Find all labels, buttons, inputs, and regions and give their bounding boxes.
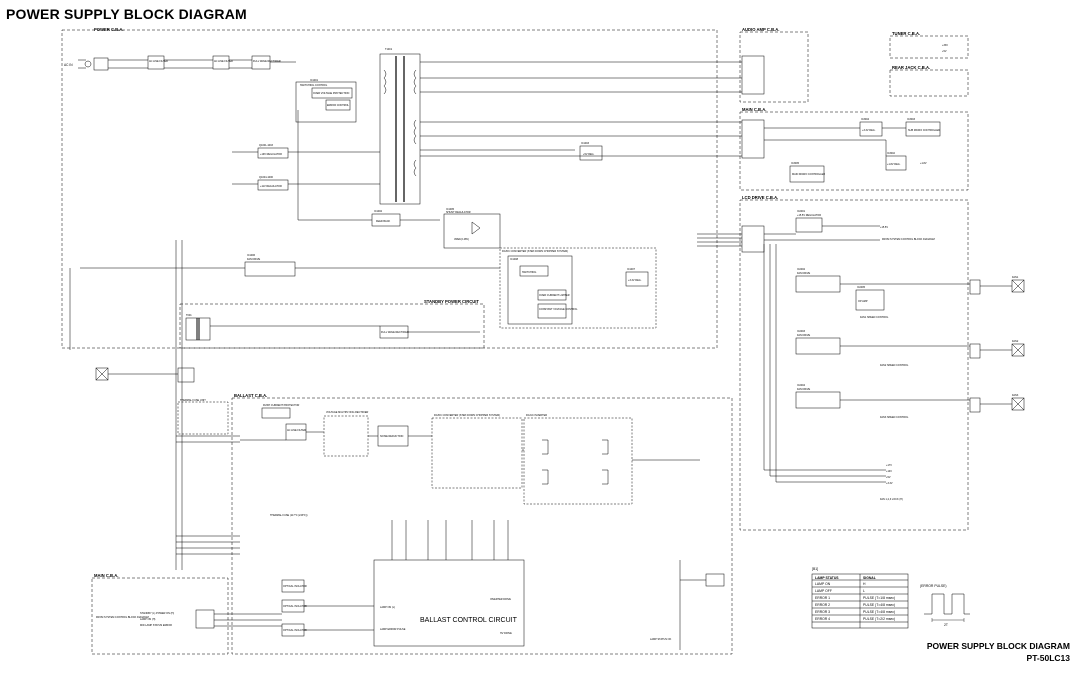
fan3-icon <box>1012 398 1024 410</box>
ic3005-label: IC3005 <box>791 162 800 165</box>
lamp-table-signal-cell: PULSE (T=1/8 msec) <box>863 596 896 600</box>
connector-p901 <box>94 58 108 70</box>
over-voltage-label: OVER VOLTAGE PROTECTION <box>313 92 350 95</box>
lamp-table-signal-cell: PULSE (T=4/8 msec) <box>863 603 896 607</box>
fan4-connector <box>178 368 194 382</box>
dcac-inverter-frame <box>524 418 632 504</box>
q1001-label: Q1001-1003 <box>259 144 273 147</box>
standby-label: STANDBY POWER CIRCUIT <box>424 299 479 304</box>
lamp-error-label: LAMP ERROR PULSE <box>380 628 406 631</box>
ballast-dcdc-label: DC/DC CONVERTER (STEP-DOWN CHOPPER SYSTEM) <box>434 414 500 417</box>
main-v18: +1.8V <box>920 162 927 165</box>
op-amp-symbol <box>472 222 480 234</box>
ac-in-label: AC IN <box>64 63 73 67</box>
thermal-fuse-unit-label: THERMAL FUSE UNIT <box>180 399 206 402</box>
ic1002-label: IC1002 <box>374 210 383 213</box>
fan1-icon <box>1012 280 1024 292</box>
lamp-status-label: LAMP STATUS OK <box>650 638 672 641</box>
fan-lock-label: FAN 1,2,3 LOCK (H) <box>880 498 903 501</box>
tuner-label: TUNER C.B.A. <box>892 31 921 36</box>
ic1001-label: IC1001 <box>310 79 319 82</box>
lamp-table-signal-cell: H <box>863 582 866 586</box>
lcd-v155: +15.5V <box>880 226 888 229</box>
inverter-transistors <box>542 440 608 484</box>
lamp-table-signal-cell: L <box>863 589 865 593</box>
lcd-v33: +3.3V <box>886 482 893 485</box>
error-pulse-period: 2T <box>944 623 948 627</box>
lcd-v17: +17V <box>886 464 892 467</box>
lcd-drive-label: LCD DRIVE C.B.A. <box>742 195 779 200</box>
ic3003-label: IC3003 <box>907 118 916 121</box>
shunt-regulator-label: SHUNT REGULATOR <box>446 211 471 214</box>
ballast-control-label: BALLAST CONTROL CIRCUIT <box>420 617 517 624</box>
transformer-core <box>396 56 404 202</box>
switching-label: SWITCHING <box>522 271 537 274</box>
reg-18v-label: +1.8V REG. <box>887 163 901 166</box>
full-wave-rectifier-label: FULL WAVE RECTIFIER <box>253 60 281 63</box>
lamp-table-status-cell: ERROR 3 <box>815 610 831 614</box>
ic1006-label: IC1006 <box>247 254 256 257</box>
lamp-on-signal-label: LAMP ON (H) <box>140 618 156 621</box>
thermal-fuse-label: THERMAL FUSE (117°C (243°F)) <box>270 514 308 517</box>
lamp-table-status-cell: LAMP OFF <box>815 589 832 593</box>
thermal-fuse-unit-frame <box>178 402 228 434</box>
footer-title: POWER SUPPLY BLOCK DIAGRAM <box>926 641 1070 651</box>
lamp-table-status-cell: ERROR 4 <box>815 617 831 621</box>
fan2-connector <box>970 344 980 358</box>
from-system-bottom-label: FROM SYSTEM CONTROL BLOCK DIAGRAM <box>96 616 149 619</box>
main-reg-33v-label: +3.3V REG. <box>862 129 876 132</box>
lamp-table-status-cell: ERROR 2 <box>815 603 831 607</box>
audio-amp-frame <box>740 32 808 102</box>
rush-current-label: RUSH CURRENT PROTECTOR <box>263 404 300 407</box>
fan1-label: FAN1 <box>1012 276 1019 279</box>
ac-line-filter-ballast <box>286 424 306 440</box>
error-control-label: ERROR CONTROL <box>327 104 349 107</box>
inverter-drive-label: INVERTER DRIVE <box>490 598 511 601</box>
ic1008-label: IC1008 <box>510 258 519 261</box>
lamp-status-signal-label: MID LAMP STATUS ERROR <box>140 624 172 627</box>
rear-jack-label: REAR JACK C.B.A. <box>892 65 931 70</box>
fan3-speed-label: FAN3 SPEED CONTROL <box>880 416 909 419</box>
page-title: POWER SUPPLY BLOCK DIAGRAM <box>6 6 247 22</box>
transformer-t001 <box>186 318 210 340</box>
op-amp-label: OP AMP <box>858 300 868 303</box>
main-cba-top-frame <box>740 112 968 190</box>
t001-label: T001 <box>186 314 192 317</box>
reg-11v-label: +11V REGULATOR <box>260 185 282 188</box>
lcd-v14: +14V <box>886 470 892 473</box>
tuner-v33: +33V <box>942 44 948 47</box>
tuner-frame <box>890 36 968 58</box>
ic2001-block <box>796 218 822 232</box>
standby-signal-label: STANDBY (L) POWER ON (H) <box>140 612 175 615</box>
ballast-cba-frame <box>232 398 732 654</box>
power-cba-frame <box>62 30 717 348</box>
ic1005-label: IC1005 <box>446 208 455 211</box>
full-wave-rect2-label: FULL WAVE RECTIFIER <box>381 331 409 334</box>
footer-model: PT-50LC13 <box>1026 653 1070 663</box>
optical-isolator-3-label: OPTICAL ISOLATOR <box>283 629 307 632</box>
ic2003-label: IC2003 <box>797 330 806 333</box>
main-bottom-connector <box>196 610 214 628</box>
ic2002-block <box>796 276 840 292</box>
lamp-table-status-cell: ERROR 1 <box>815 596 831 600</box>
audio-amp-connector <box>742 56 764 94</box>
optical-isolator-1-label: OPTICAL ISOLATOR <box>283 585 307 588</box>
ic3004-label: IC3004 <box>861 118 870 121</box>
ballast-cba-label: BALLAST C.B.A. <box>234 393 268 398</box>
ic2003-fan-drive-label: FAN DRIVE <box>797 334 811 337</box>
lamp-table-status-cell: LAMP ON <box>815 582 831 586</box>
lcd-drive-frame <box>740 200 968 530</box>
dcac-inverter-label: DC/AC INVERTER <box>526 414 548 417</box>
noise-reduction-label: NOISE REDUCTION <box>380 435 404 438</box>
ic1003-label: IC1003 <box>581 142 590 145</box>
ic2001-label: IC2001 <box>797 210 806 213</box>
over-current-label: OVER CURRENT LIMITER <box>539 294 570 297</box>
tuner-v5: +5V <box>942 50 947 53</box>
dcdc-title: DC/DC CONVERTER (STEP-DOWN CHOPPER SYSTEM) <box>502 250 568 253</box>
optical-isolator-2-label: OPTICAL ISOLATOR <box>283 605 307 608</box>
ic2003-block <box>796 338 840 354</box>
lamp-table-signal-cell: PULSE (T=4/8 msec) <box>863 610 896 614</box>
reg-155-label: +15.5V REGULATOR <box>797 214 822 217</box>
main-micro-label: MAIN MICRO CONTROLLER <box>792 173 826 176</box>
constant-voltage-block <box>538 304 566 318</box>
error-pulse-waveform <box>924 594 970 614</box>
from-system-label: FROM SYSTEM CONTROL BLOCK DIAGRAM <box>882 238 935 241</box>
reg-5v-label: +5V REG. <box>583 153 595 156</box>
fan-drive-blocks <box>796 268 909 419</box>
main-cba-top-label: MAIN C.B.A. <box>742 107 767 112</box>
reg-33v-label: +3.3V REG. <box>628 279 642 282</box>
lcd-v5: +5V <box>886 476 891 479</box>
ic1007-label: IC1007 <box>627 268 636 271</box>
q1004-label: Q1004-1006 <box>259 176 273 179</box>
t1001-label: T1001 <box>385 48 393 51</box>
voltage-mult-frame <box>324 416 368 456</box>
ac-line-filter-ballast-label: AC LINE FILTER <box>287 429 306 432</box>
ic2005-label: IC2005 <box>857 286 866 289</box>
audio-amp-label: AUDIO AMP C.B.A. <box>742 27 780 32</box>
ic2002-fan-drive-label: FAN DRIVE <box>797 272 811 275</box>
lamp-table-col1: LAMP STATUS <box>815 576 839 580</box>
feed-back-label: FEED BACK <box>376 220 391 223</box>
voltage-mult-label: VOLTAGE MULTIPLYING RECTIFIER <box>326 411 369 414</box>
ic2002-label: IC2002 <box>797 268 806 271</box>
lamp-table-signal-cell: PULSE (T=2/2 msec) <box>863 617 896 621</box>
ac-line-filter-1-label: AC LINE FILTER <box>149 60 168 63</box>
lamp-table-col2: SIGNAL <box>863 576 876 580</box>
dcdc-converter-frame <box>500 248 656 328</box>
ic3010-label: IC3010 <box>887 152 896 155</box>
transformer-t1001 <box>380 54 420 204</box>
lamp-on-l-label: LAMP ON (L) <box>380 606 395 609</box>
ac-line-filter-2-label: AC LINE FILTER <box>214 60 233 63</box>
ic1006-block <box>245 262 295 276</box>
ic2004-block <box>796 392 840 408</box>
hv-drive-label: HV DRIVE <box>500 632 512 635</box>
ic2004-fan-drive-label: FAN DRIVE <box>797 388 811 391</box>
switching-control-label: SWITCHING CONTROL <box>300 84 328 87</box>
fan2-label: FAN2 <box>1012 340 1019 343</box>
lcd-connector <box>742 226 764 252</box>
fan2-icon <box>1012 344 1024 356</box>
main-cba-bottom-label: MAIN C.B.A. <box>94 573 119 578</box>
lamp-status-table <box>812 567 908 628</box>
ac-plug-icon <box>78 60 91 68</box>
error-pulse-label: (ERROR PULSE) <box>920 584 947 588</box>
lamp-table-heading: [B1] <box>812 567 819 571</box>
fan-drive-label: FAN DRIVE <box>247 258 261 261</box>
fan2-speed-label: FAN2 SPEED CONTROL <box>880 364 909 367</box>
fan4-icon <box>96 368 108 380</box>
vref-label: VREF(2.48V) <box>454 238 469 241</box>
fan1-speed-label: FAN1 SPEED CONTROL <box>860 316 889 319</box>
ballast-dcdc-frame <box>432 418 522 488</box>
rush-current-block <box>262 408 290 418</box>
fan1-connector <box>970 280 980 294</box>
power-cba-label: POWER C.B.A. <box>94 27 124 32</box>
lamp-icon <box>706 574 724 586</box>
rear-jack-frame <box>890 70 968 96</box>
constant-voltage-label: CONSTANT VOLTAGE CONTROL <box>539 308 578 311</box>
sub-micro-label: SUB MICRO CONTROLLER <box>908 129 940 132</box>
fan3-connector <box>970 398 980 412</box>
ic2004-label: IC2004 <box>797 384 806 387</box>
main-cba-connector <box>742 120 764 158</box>
fan3-label: FAN3 <box>1012 394 1019 397</box>
reg-19v-label: +19V REGULATOR <box>260 153 282 156</box>
